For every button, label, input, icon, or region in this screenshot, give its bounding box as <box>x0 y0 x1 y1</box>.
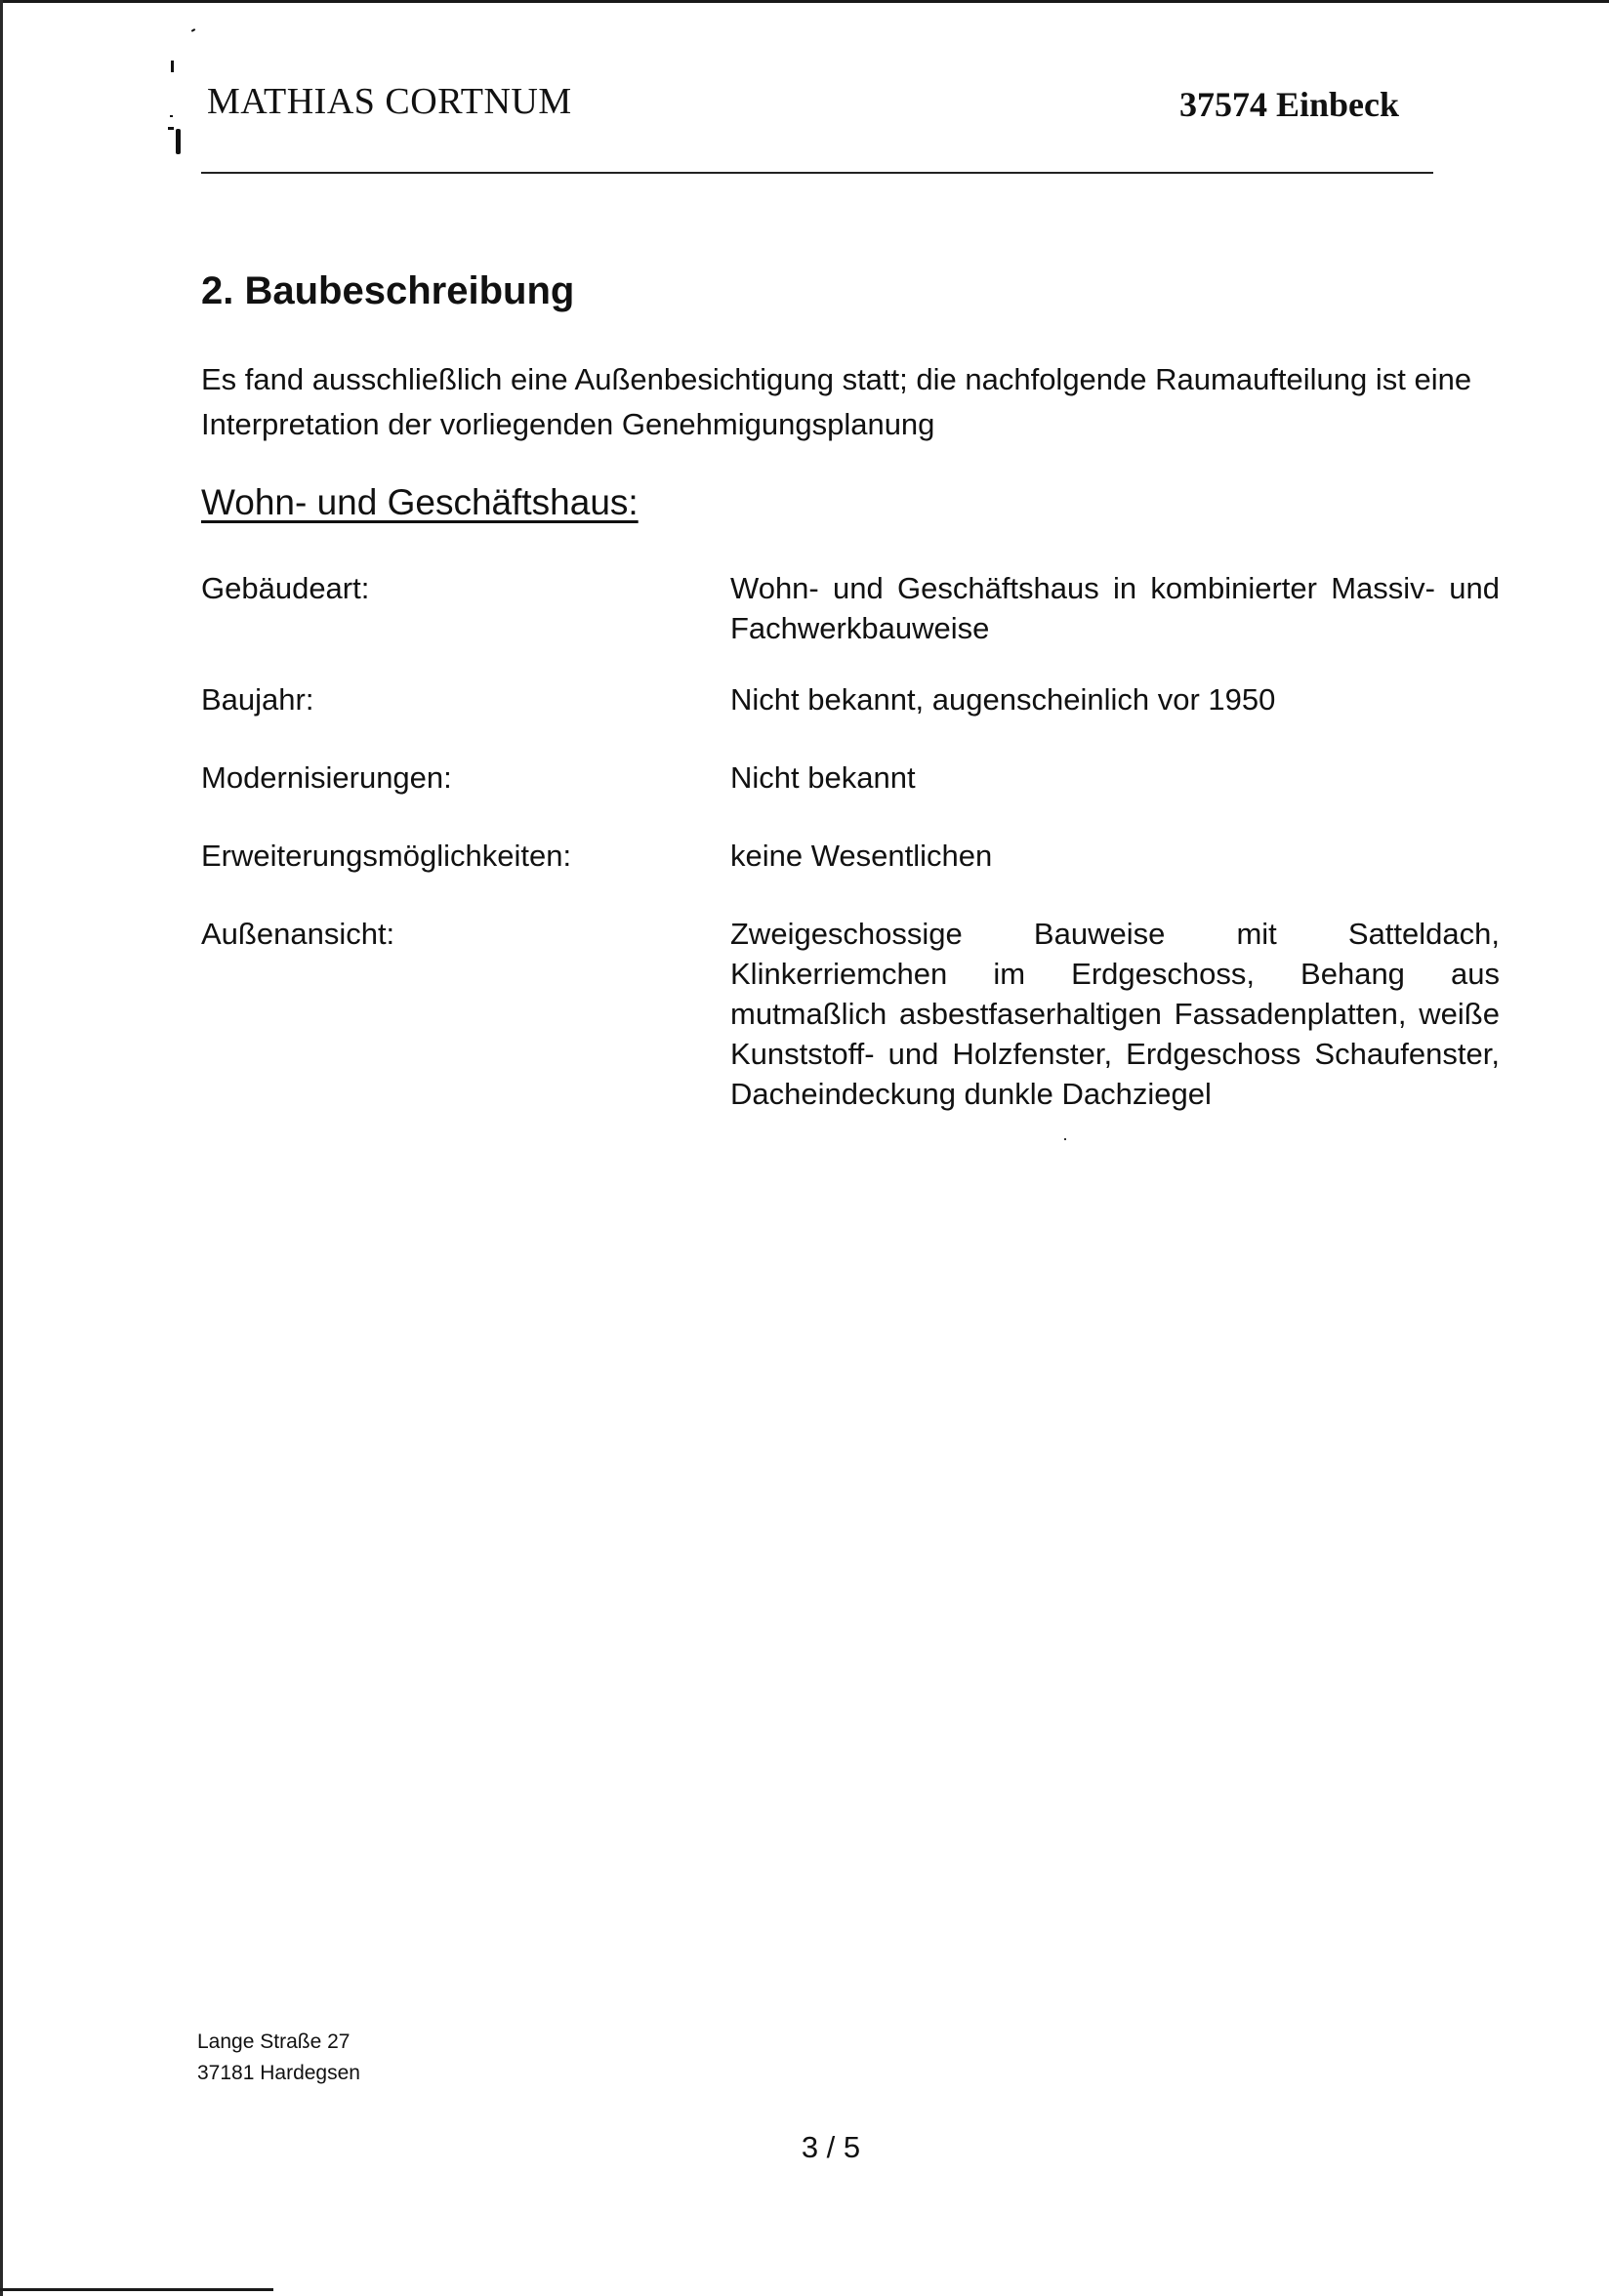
footer-town: 37181 Hardegsen <box>197 2062 360 2084</box>
page-number: 3 / 5 <box>801 2130 861 2164</box>
header-author-name: MATHIAS CORTNUM <box>207 81 572 122</box>
footer-street: Lange Straße 27 <box>197 2030 351 2053</box>
scan-speck <box>1064 1138 1066 1140</box>
binder-hole-mark <box>176 129 181 154</box>
spec-label: Gebäudeart: <box>201 571 370 605</box>
binder-hole-mark <box>171 61 174 72</box>
scan-bottom-edge <box>0 2288 273 2291</box>
spec-value: Nicht bekannt, augenscheinlich vor 1950 <box>730 682 1276 717</box>
spec-label: Baujahr: <box>201 682 314 717</box>
header-divider <box>201 172 1433 174</box>
scan-top-edge <box>0 0 1609 3</box>
binder-hole-mark <box>168 127 174 130</box>
scan-left-edge <box>0 0 3 2296</box>
spec-label: Außenansicht: <box>201 917 395 951</box>
spec-value: Zweigeschossige Bauweise mit Satteldach, Klinkerriemchen im Erdgeschoss, Behang aus mutmaßlich asbestfaserhaltigen Fassadenplatten, weiße Kunststoff- und Holzfenster, Erdgeschoss Schaufenster, Dacheindeckung dunkle Dachziegel <box>730 917 1500 1111</box>
building-subheading: Wohn- und Geschäftshaus: <box>201 482 639 522</box>
section-heading: 2. Baubeschreibung <box>201 269 575 312</box>
spec-label: Modernisierungen: <box>201 760 452 795</box>
spec-label: Erweiterungsmöglichkeiten: <box>201 839 572 873</box>
spec-value: Nicht bekannt <box>730 760 916 795</box>
binder-hole-mark <box>170 115 173 117</box>
footer-address <box>197 2027 360 2089</box>
spec-value: Wohn- und Geschäftshaus in kombinierter Massiv- und Fachwerkbauweise <box>730 571 1500 645</box>
spec-value: keine Wesentlichen <box>730 839 993 873</box>
intro-paragraph: Es fand ausschließlich eine Außenbesichtigung statt; die nachfolgende Raumaufteilung ist eine Interpretation der vorliegenden Genehmigungsplanung <box>201 362 1472 441</box>
binder-hole-mark <box>191 28 195 32</box>
header-city: 37574 Einbeck <box>1178 85 1399 124</box>
